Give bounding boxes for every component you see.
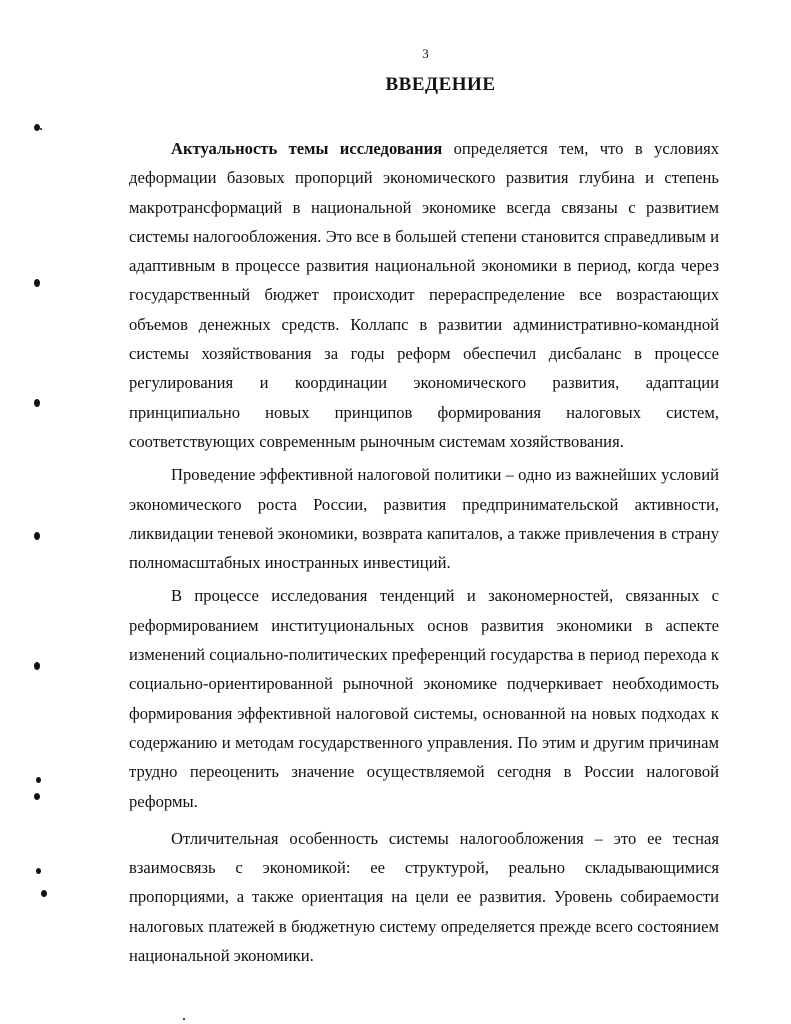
page-title: ВВЕДЕНИЕ — [385, 74, 496, 95]
binding-hole-mark — [36, 777, 41, 783]
paragraph-research-process: В процессе исследования тенденций и закономерностей, связанных с реформированием институциональных основ развития экономики в аспекте изменений социально-политических преференций государства в период перехода к социально-ориентированной рыночной экономике подчеркивает необходимость формирования эффективной налоговой системы, основанной на новых подходах к содержанию и методам государственного управления. По этим и другим причинам трудно переоценить значение осуществляемой сегодня в России налоговой реформы. — [129, 586, 719, 811]
binding-hole-mark — [34, 124, 40, 131]
page-number: 3 — [422, 46, 429, 61]
scan-speck — [183, 1018, 185, 1020]
binding-hole-mark — [41, 890, 47, 897]
body-text — [129, 134, 719, 970]
binding-hole-mark — [34, 399, 40, 407]
binding-hole-mark — [34, 279, 40, 287]
paragraph-bold-lead: Актуальность темы исследования — [171, 139, 443, 158]
scan-speck — [40, 128, 42, 130]
paragraph-distinctive-feature: Отличительная особенность системы налогообложения – это ее тесная взаимосвязь с экономикой: ее структурой, реально складывающимися пропорциями, а также ориентация на цели ее развития. Уровень собираемости налоговых платежей в бюджетную систему определяется прежде всего состоянием национальной экономики. — [129, 828, 719, 966]
binding-hole-mark — [36, 868, 41, 874]
paragraph-tax-policy: Проведение эффективной налоговой политики – одно из важнейших условий экономического роста России, развития предпринимательской активности, ликвидации теневой экономики, возврата капиталов, а также привлечения в страну полномасштабных иностранных инвестиций. — [129, 465, 719, 573]
binding-hole-mark — [34, 793, 40, 800]
binding-hole-mark — [34, 662, 40, 670]
paragraph-text: определяется тем, что в условиях деформации базовых пропорций экономического развития глубина и степень макротрансформаций в национальной экономике всегда связаны с развитием системы налогообложения. Это все в большей степени становится справедливым и адаптивным в процессе развития национальной экономики в период, когда через государственный бюджет происходит перераспределение все возрастающих объемов денежных средств. Коллапс в развитии административно-командной системы хозяйствования за годы реформ обеспечил дисбаланс в процессе регулирования и координации экономического развития, адаптации принципиально новых принципов формирования налоговых систем, соответствующих современным рыночным системам хозяйствования. — [129, 139, 719, 451]
binding-hole-mark — [34, 532, 40, 540]
paragraph-relevance — [129, 134, 719, 456]
